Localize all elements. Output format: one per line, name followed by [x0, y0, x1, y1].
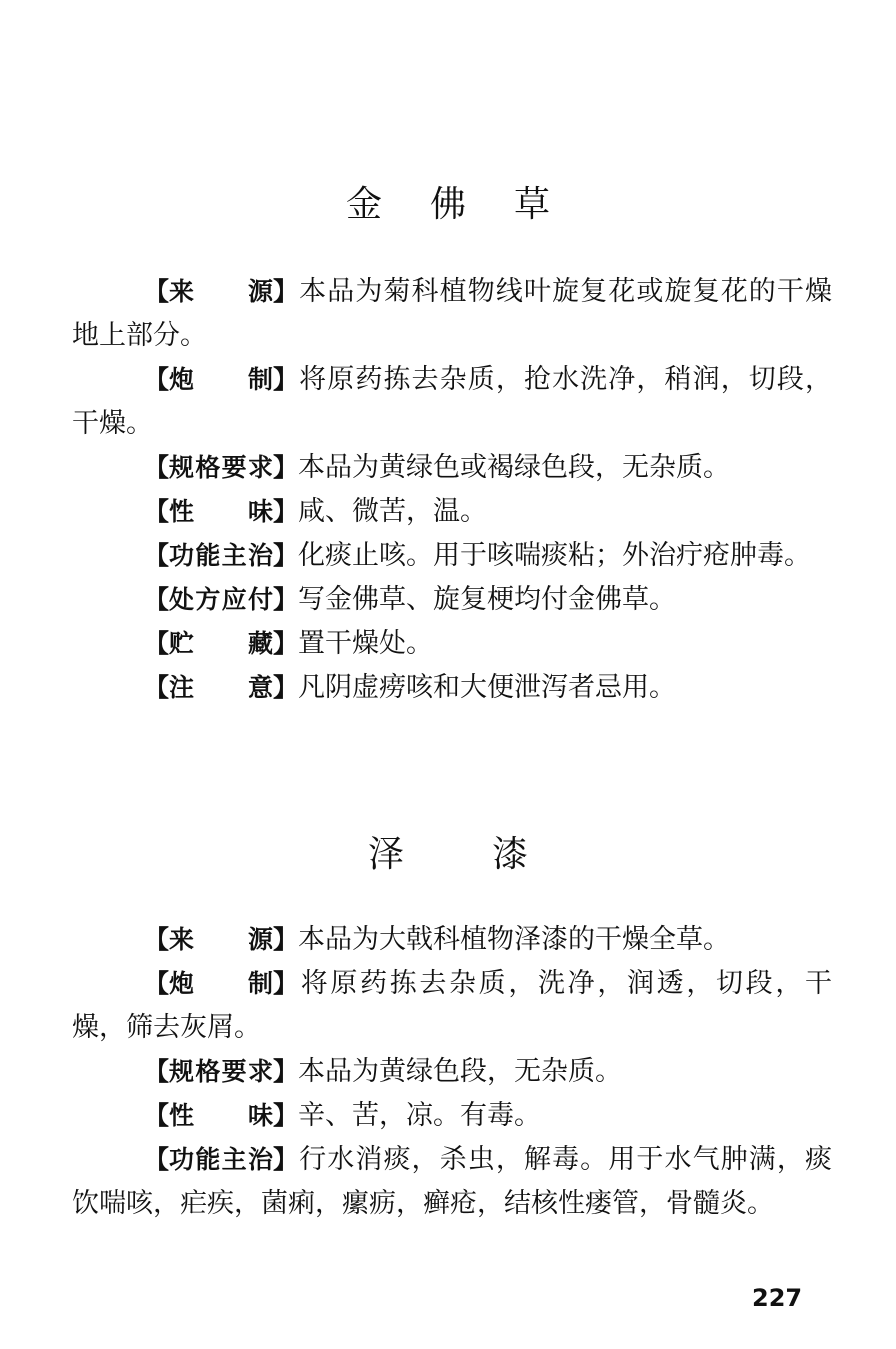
entry-spec — [72, 446, 832, 490]
entry-text: 本品为黄绿色或褐绿色段，无杂质。 — [298, 452, 731, 483]
entry-text: 本品为大戟科植物泽漆的干燥全草。 — [298, 924, 731, 955]
title-char: 漆 — [492, 834, 529, 875]
section-entries-jinfocao — [72, 270, 832, 710]
entry-text: 化痰止咳。用于咳喘痰粘；外治疔疮肿毒。 — [298, 540, 812, 571]
entry-label: 【功能主治】 — [144, 541, 299, 570]
entry-text: 辛、苦，凉。有毒。 — [298, 1100, 542, 1131]
entry-source — [72, 270, 832, 358]
entry-label: 【炮制】 — [144, 969, 299, 998]
entry-label: 【贮藏】 — [144, 629, 299, 658]
entry-label: 【性味】 — [144, 497, 299, 526]
page-number: 227 — [752, 1284, 803, 1312]
entry-text: 本品为黄绿色段，无杂质。 — [298, 1056, 623, 1087]
entry-caution — [72, 666, 832, 710]
title-char: 草 — [514, 184, 551, 225]
entry-text: 置干燥处。 — [298, 628, 434, 659]
entry-label: 【规格要求】 — [144, 453, 299, 482]
entry-text: 咸、微苦，温。 — [298, 496, 488, 527]
entry-label: 【处方应付】 — [144, 585, 299, 614]
entry-text: 行水消痰，杀虫，解毒。用于水气肿满，痰饮喘咳，疟疾，菌痢，瘰疬，癣疮，结核性瘘管，骨髓炎。 — [72, 1144, 832, 1219]
entry-label: 【注意】 — [144, 673, 299, 702]
title-char: 金 — [345, 184, 382, 225]
entry-label: 【炮制】 — [144, 365, 299, 394]
section-title-jinfocao — [0, 176, 896, 227]
section-title-zeqi — [0, 826, 896, 877]
entry-text: 凡阴虚痨咳和大便泄泻者忌用。 — [298, 672, 677, 703]
title-char: 泽 — [367, 834, 404, 875]
entry-label: 【来源】 — [144, 277, 299, 306]
entry-text: 本品为菊科植物线叶旋复花或旋复花的干燥地上部分。 — [72, 276, 832, 351]
entry-label: 【功能主治】 — [144, 1145, 299, 1174]
entry-label: 【来源】 — [144, 925, 299, 954]
entry-function — [72, 1138, 832, 1226]
entry-text: 将原药拣去杂质，洗净，润透，切段，干燥，筛去灰屑。 — [72, 968, 832, 1043]
entry-processing — [72, 358, 832, 446]
title-char: 佛 — [429, 184, 466, 225]
entry-processing — [72, 962, 832, 1050]
entry-prescription — [72, 578, 832, 622]
entry-text: 写金佛草、旋复梗均付金佛草。 — [298, 584, 677, 615]
entry-label: 【规格要求】 — [144, 1057, 299, 1086]
entry-function — [72, 534, 832, 578]
entry-label: 【性味】 — [144, 1101, 299, 1130]
entry-nature — [72, 1094, 832, 1138]
entry-nature — [72, 490, 832, 534]
entry-storage — [72, 622, 832, 666]
entry-source — [72, 918, 832, 962]
section-entries-zeqi — [72, 918, 832, 1226]
entry-text: 将原药拣去杂质，抢水洗净，稍润，切段，干燥。 — [72, 364, 832, 439]
entry-spec — [72, 1050, 832, 1094]
